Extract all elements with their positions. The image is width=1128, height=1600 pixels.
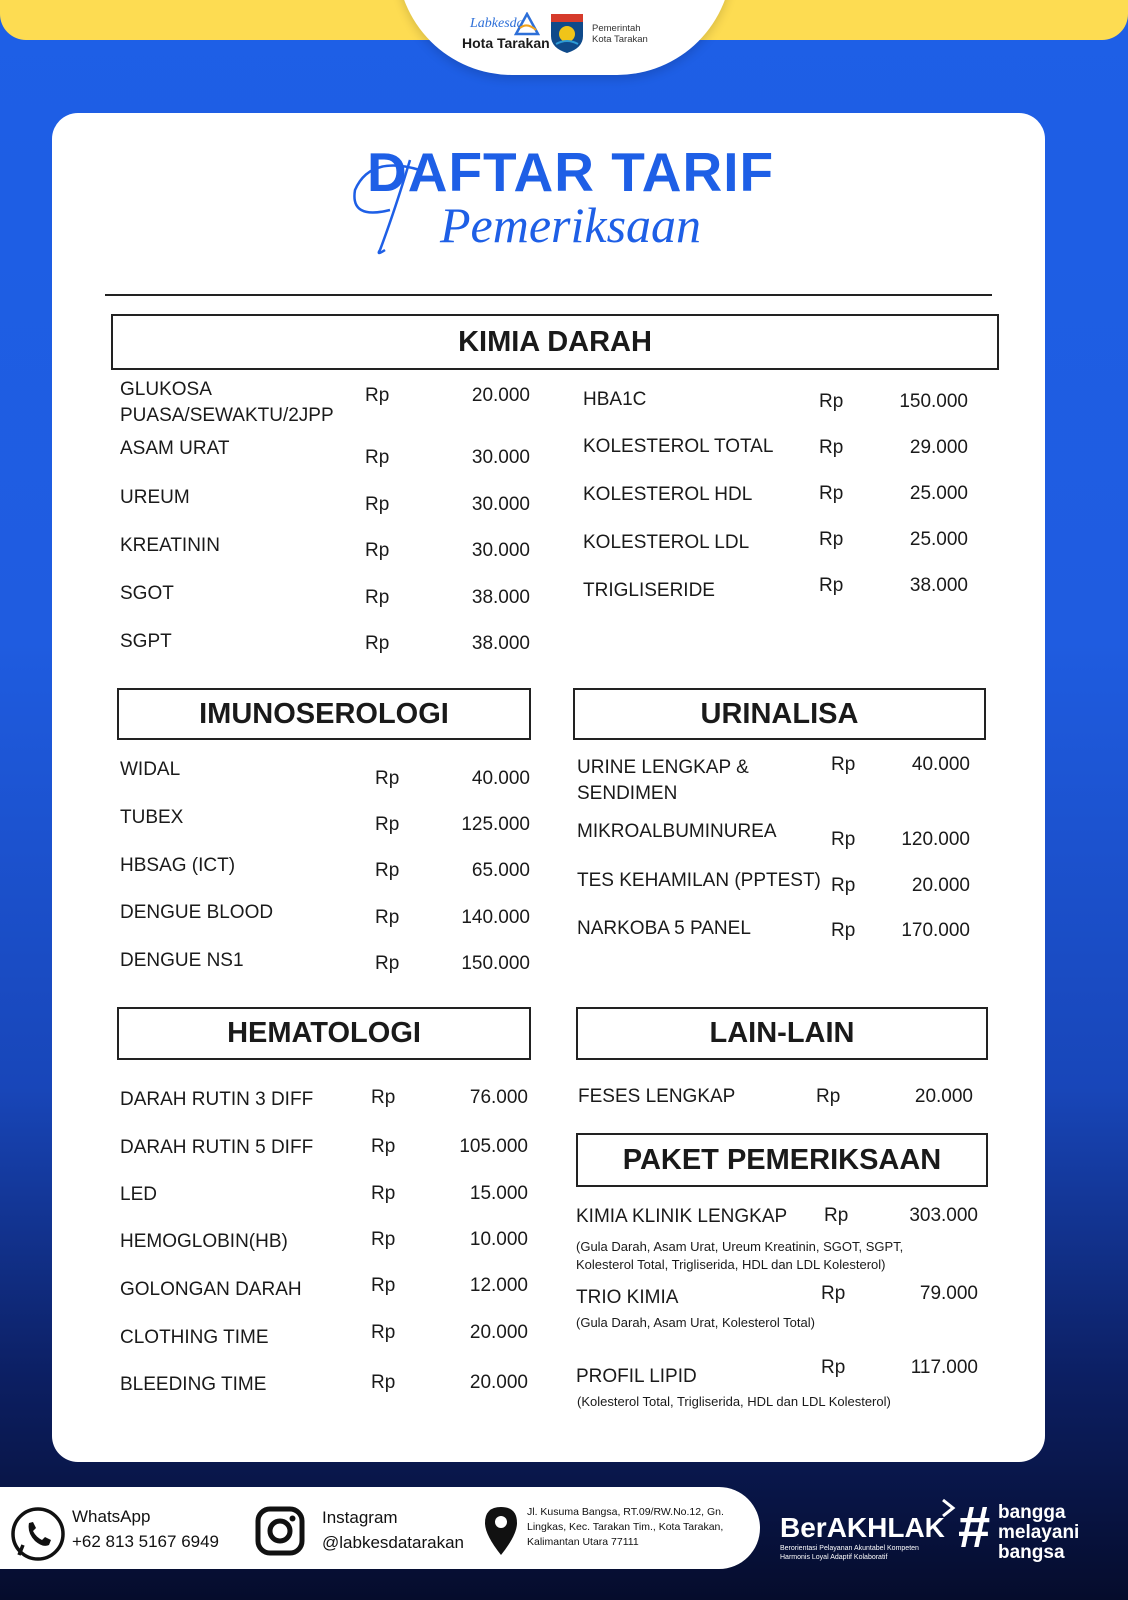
kimia-darah-item-currency: Rp [365, 540, 390, 561]
hematologi-item-currency: Rp [371, 1229, 396, 1250]
paket-item-price: 303.000 [909, 1205, 978, 1226]
paket-item-note: (Gula Darah, Asam Urat, Kolesterol Total) [576, 1315, 815, 1330]
imunoserologi-item-price: 65.000 [471, 860, 530, 881]
whatsapp-label: WhatsApp [72, 1507, 151, 1526]
paket-item-name: KIMIA KLINIK LENGKAP [576, 1206, 788, 1227]
kimia-darah-item-price: 38.000 [909, 575, 968, 596]
paket-item-currency: Rp [821, 1283, 846, 1304]
kimia-darah-item-name: UREUM [120, 487, 190, 508]
kimia-darah-item-name: GLUKOSA PUASA/SEWAKTU/2JPP [120, 379, 334, 426]
urinalisa-item-price: 170.000 [901, 920, 970, 941]
kimia-darah-item-price: 20.000 [471, 385, 530, 406]
kimia-darah-item-price: 25.000 [909, 483, 968, 504]
instagram-handle[interactable]: @labkesdatarakan [322, 1533, 465, 1552]
urinalisa-item-name: TES KEHAMILAN (PPTEST) [577, 870, 821, 891]
hematologi-item-currency: Rp [371, 1372, 396, 1393]
kimia-darah-item-price: 30.000 [471, 494, 530, 515]
berakhlak-subtitle-line2: Harmonis Loyal Adaptif Kolaboratif [780, 1554, 888, 1561]
imunoserologi-item-name: DENGUE NS1 [120, 950, 244, 971]
urinalisa-item-price: 120.000 [901, 829, 970, 850]
kimia-darah-item-currency: Rp [365, 587, 390, 608]
kimia-darah-item-name: KOLESTEROL HDL [583, 484, 753, 505]
kimia-darah-item-price: 25.000 [909, 529, 968, 550]
bangga-line1: bangga [998, 1502, 1066, 1523]
kimia-darah-item-price: 38.000 [471, 587, 530, 608]
kimia-darah-item-price: 30.000 [471, 540, 530, 561]
kimia-darah-item-currency: Rp [819, 437, 844, 458]
title-divider [105, 294, 992, 296]
paket-item-name: PROFIL LIPID [576, 1366, 697, 1387]
urinalisa-item-currency: Rp [831, 920, 856, 941]
paket-item-name: TRIO KIMIA [576, 1287, 679, 1308]
urinalisa-item-name: URINE LENGKAP & SENDIMEN [577, 757, 749, 804]
imunoserologi-item-name: DENGUE BLOOD [120, 902, 274, 923]
imunoserologi-item-currency: Rp [375, 907, 400, 928]
imunoserologi-item-price: 140.000 [461, 907, 530, 928]
kimia-darah-item-currency: Rp [365, 494, 390, 515]
bangga-melayani-bangsa-text [998, 1503, 1079, 1563]
lain-lain-item-currency: Rp [816, 1086, 841, 1107]
paket-item-price: 79.000 [919, 1283, 978, 1304]
section-title-paket-pemeriksaan: PAKET PEMERIKSAAN [576, 1133, 988, 1187]
kimia-darah-item-currency: Rp [365, 447, 390, 468]
kimia-darah-item-price: 29.000 [909, 437, 968, 458]
berakhlak-subtitle [780, 1544, 919, 1562]
hematologi-item-currency: Rp [371, 1275, 396, 1296]
hematologi-item-price: 105.000 [459, 1136, 528, 1157]
kimia-darah-item-name: HBA1C [583, 389, 647, 410]
kimia-darah-item-currency: Rp [819, 529, 844, 550]
berakhlak-subtitle-line1: Berorientasi Pelayanan Akuntabel Kompeten [780, 1545, 919, 1552]
lain-lain-item-name: FESES LENGKAP [578, 1086, 736, 1107]
imunoserologi-item-name: HBSAG (ICT) [120, 855, 236, 876]
pemkot-emblem-icon [548, 10, 586, 54]
urinalisa-item-name: NARKOBA 5 PANEL [577, 918, 751, 939]
urinalisa-item-name: MIKROALBUMINUREA [577, 821, 777, 842]
labkesda-logo [462, 12, 550, 54]
berakhlak-logo-text: BerAKHLAK [780, 1512, 945, 1543]
hematologi-item-name: LED [120, 1184, 157, 1205]
kimia-darah-item-currency: Rp [365, 633, 390, 654]
whatsapp-icon[interactable] [9, 1505, 67, 1563]
labkesda-logo-text: Labkesda [470, 16, 524, 31]
whatsapp-number[interactable]: +62 813 5167 6949 [72, 1532, 220, 1551]
page-subtitle: Pemeriksaan [440, 197, 702, 253]
hematologi-item-price: 20.000 [469, 1322, 528, 1343]
hematologi-item-currency: Rp [371, 1136, 396, 1157]
section-title-hematologi: HEMATOLOGI [117, 1007, 531, 1060]
kimia-darah-item-currency: Rp [365, 385, 390, 406]
hematologi-item-name: BLEEDING TIME [120, 1374, 267, 1395]
hematologi-item-price: 12.000 [469, 1275, 528, 1296]
berakhlak-chevron-icon [940, 1498, 958, 1518]
imunoserologi-item-name: WIDAL [120, 759, 181, 780]
kimia-darah-item-price: 150.000 [899, 391, 968, 412]
hematologi-item-price: 20.000 [469, 1372, 528, 1393]
hematologi-item-price: 15.000 [469, 1183, 528, 1204]
kimia-darah-item-price: 38.000 [471, 633, 530, 654]
hematologi-item-name: GOLONGAN DARAH [120, 1279, 302, 1300]
hematologi-item-name: HEMOGLOBIN(HB) [120, 1231, 288, 1252]
urinalisa-item-currency: Rp [831, 829, 856, 850]
pemkot-logo [548, 10, 663, 56]
bangga-line2: melayani [998, 1522, 1080, 1543]
imunoserologi-item-currency: Rp [375, 953, 400, 974]
hematologi-item-currency: Rp [371, 1087, 396, 1108]
kimia-darah-item-name: TRIGLISERIDE [583, 580, 715, 601]
kimia-darah-item-name: ASAM URAT [120, 438, 230, 459]
paket-item-note: (Kolesterol Total, Trigliserida, HDL dan LDL Kolesterol) [577, 1394, 891, 1409]
imunoserologi-item-currency: Rp [375, 768, 400, 789]
imunoserologi-item-price: 125.000 [461, 814, 530, 835]
urinalisa-item-price: 40.000 [911, 754, 970, 775]
labkesda-mark-icon [514, 12, 540, 36]
hashtag-icon: # [958, 1495, 991, 1560]
address-text: Jl. Kusuma Bangsa, RT.09/RW.No.12, Gn. Lingkas, Kec. Tarakan Tim., Kota Tarakan, Kalimantan Utara 77111 [527, 1506, 724, 1548]
instagram-label: Instagram [322, 1508, 398, 1527]
imunoserologi-item-price: 150.000 [461, 953, 530, 974]
section-title-imunoserologi: IMUNOSEROLOGI [117, 688, 531, 740]
bangga-line3: bangsa [998, 1542, 1065, 1563]
hematologi-item-price: 10.000 [469, 1229, 528, 1250]
imunoserologi-item-currency: Rp [375, 814, 400, 835]
paket-item-note: (Gula Darah, Asam Urat, Ureum Kreatinin, SGOT, SGPT, Kolesterol Total, Trigliserida, HDL dan LDL Kolesterol) [576, 1239, 904, 1272]
imunoserologi-item-currency: Rp [375, 860, 400, 881]
hematologi-item-currency: Rp [371, 1183, 396, 1204]
hematologi-item-name: DARAH RUTIN 5 DIFF [120, 1137, 314, 1158]
kimia-darah-item-name: KOLESTEROL LDL [583, 532, 750, 553]
hematologi-item-currency: Rp [371, 1322, 396, 1343]
hematologi-item-price: 76.000 [469, 1087, 528, 1108]
paket-item-currency: Rp [821, 1357, 846, 1378]
lain-lain-item-price: 20.000 [914, 1086, 973, 1107]
kimia-darah-item-price: 30.000 [471, 447, 530, 468]
pemkot-text-line2: Kota Tarakan [592, 34, 648, 45]
kimia-darah-item-currency: Rp [819, 391, 844, 412]
imunoserologi-item-name: TUBEX [120, 807, 184, 828]
kimia-darah-item-name: SGOT [120, 583, 174, 604]
urinalisa-item-price: 20.000 [911, 875, 970, 896]
hematologi-item-name: DARAH RUTIN 3 DIFF [120, 1089, 314, 1110]
hematologi-item-name: CLOTHING TIME [120, 1327, 269, 1348]
kimia-darah-item-currency: Rp [819, 483, 844, 504]
pemkot-text-line1: Pemerintah [592, 23, 641, 34]
urinalisa-item-currency: Rp [831, 754, 856, 775]
instagram-icon[interactable] [255, 1506, 305, 1556]
urinalisa-item-currency: Rp [831, 875, 856, 896]
labkesda-city-text: Hota Tarakan [462, 35, 550, 51]
paket-item-currency: Rp [824, 1205, 849, 1226]
page-title: DAFTAR TARIF [367, 141, 775, 203]
kimia-darah-item-name: KOLESTEROL TOTAL [583, 436, 774, 457]
location-pin-icon [483, 1505, 519, 1557]
kimia-darah-item-name: KREATININ [120, 535, 220, 556]
imunoserologi-item-price: 40.000 [471, 768, 530, 789]
kimia-darah-item-currency: Rp [819, 575, 844, 596]
section-title-kimia-darah: KIMIA DARAH [111, 314, 999, 370]
section-title-lain-lain: LAIN-LAIN [576, 1007, 988, 1060]
kimia-darah-item-name: SGPT [120, 631, 172, 652]
section-title-urinalisa: URINALISA [573, 688, 986, 740]
paket-item-price: 117.000 [910, 1357, 978, 1378]
